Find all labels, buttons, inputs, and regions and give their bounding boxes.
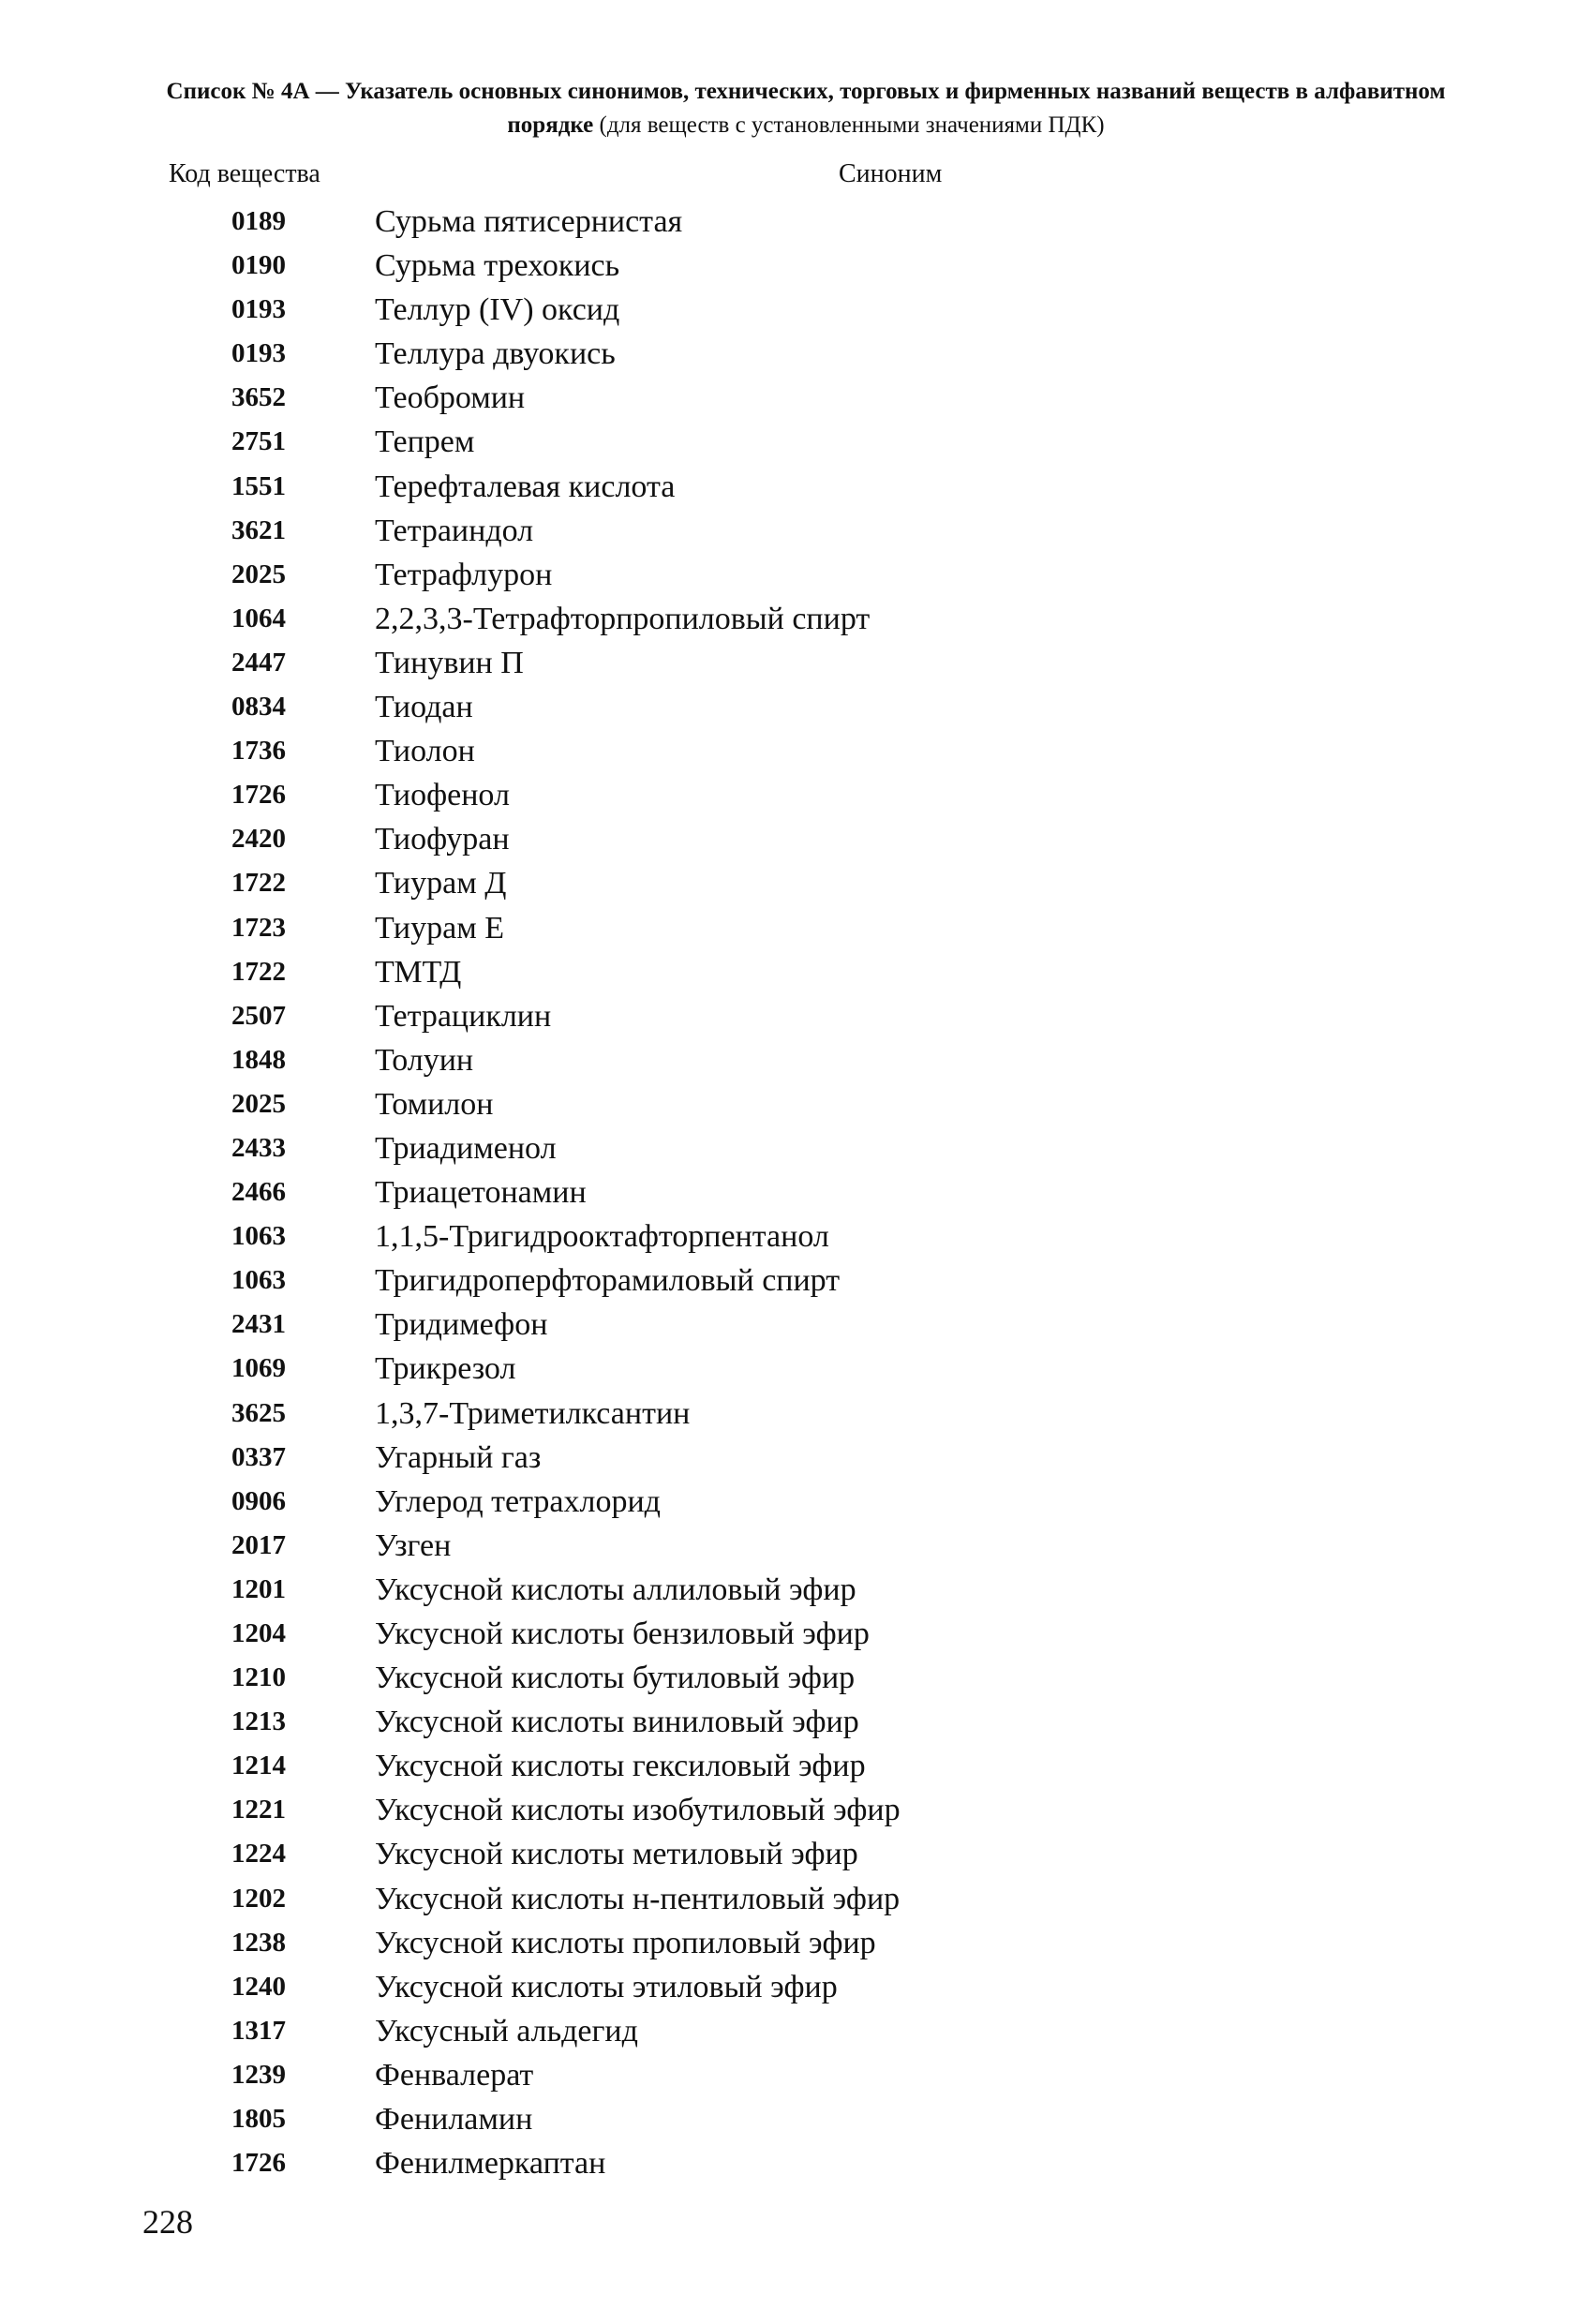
synonym-name: Узген bbox=[375, 1527, 452, 1563]
synonym-name: Терефталевая кислота bbox=[375, 469, 676, 504]
substance-code: 0189 bbox=[231, 206, 286, 236]
list-item bbox=[0, 2141, 1593, 2185]
substance-code: 3621 bbox=[231, 514, 286, 545]
synonym-name: 1,3,7-Триметилксантин bbox=[375, 1395, 691, 1431]
substance-code: 1726 bbox=[231, 780, 286, 811]
substance-code: 2751 bbox=[231, 426, 286, 457]
synonym-name: Угарный газ bbox=[375, 1439, 542, 1475]
list-item bbox=[0, 861, 1593, 905]
list-item bbox=[0, 950, 1593, 994]
synonym-name: Фенилмеркаптан bbox=[375, 2146, 606, 2182]
list-item bbox=[0, 1347, 1593, 1391]
list-item bbox=[0, 1082, 1593, 1126]
list-item bbox=[0, 376, 1593, 420]
list-item bbox=[0, 1392, 1593, 1436]
synonym-name: Теобромин bbox=[375, 380, 526, 416]
substance-code: 1239 bbox=[231, 2059, 286, 2090]
list-item bbox=[0, 1259, 1593, 1303]
substance-code: 1805 bbox=[231, 2104, 286, 2135]
substance-code: 2466 bbox=[231, 1177, 286, 1208]
synonym-name: Тиурам Д bbox=[375, 866, 507, 901]
synonym-name: Тетрациклин bbox=[375, 998, 552, 1034]
substance-code: 1736 bbox=[231, 736, 286, 767]
list-item bbox=[0, 1480, 1593, 1524]
list-item bbox=[0, 465, 1593, 509]
synonym-name: Фениламин bbox=[375, 2102, 533, 2138]
synonym-name: Фенвалерат bbox=[375, 2057, 534, 2093]
list-item bbox=[0, 1303, 1593, 1347]
list-item bbox=[0, 1126, 1593, 1170]
list-item bbox=[0, 1524, 1593, 1568]
substance-code: 0190 bbox=[231, 250, 286, 281]
substance-code: 1551 bbox=[231, 470, 286, 501]
synonym-name: Уксусной кислоты изобутиловый эфир bbox=[375, 1793, 901, 1828]
list-item bbox=[0, 1656, 1593, 1700]
substance-code: 1726 bbox=[231, 2148, 286, 2179]
substance-code: 2507 bbox=[231, 1000, 286, 1031]
synonym-name: Углерод тетрахлорид bbox=[375, 1483, 661, 1519]
list-item bbox=[0, 2009, 1593, 2053]
substance-code: 1069 bbox=[231, 1353, 286, 1384]
substance-code: 1722 bbox=[231, 956, 286, 987]
substance-code: 1722 bbox=[231, 868, 286, 899]
synonym-name: Тетраиндол bbox=[375, 513, 534, 548]
synonym-name: Сурьма пятисернистая bbox=[375, 204, 683, 239]
list-item bbox=[0, 1612, 1593, 1656]
synonym-name: Тиодан bbox=[375, 690, 473, 725]
list-item bbox=[0, 994, 1593, 1038]
synonym-name: Томилон bbox=[375, 1086, 494, 1122]
list-item bbox=[0, 641, 1593, 685]
substance-code: 1210 bbox=[231, 1662, 286, 1693]
list-item bbox=[0, 906, 1593, 950]
synonym-name: Теллура двуокись bbox=[375, 336, 616, 372]
list-item bbox=[0, 773, 1593, 817]
synonym-name: Тиофенол bbox=[375, 778, 510, 813]
synonym-name: Уксусной кислоты гексиловый эфир bbox=[375, 1749, 866, 1784]
substance-code: 1064 bbox=[231, 603, 286, 633]
substance-code: 2420 bbox=[231, 824, 286, 855]
list-item bbox=[0, 2097, 1593, 2141]
column-headers bbox=[0, 159, 1593, 197]
list-title bbox=[150, 75, 1462, 142]
substance-code: 1063 bbox=[231, 1221, 286, 1252]
synonym-name: Тридимефон bbox=[375, 1307, 548, 1343]
synonym-name: Теллур (IV) оксид bbox=[375, 292, 620, 328]
synonym-name: Тетрафлурон bbox=[375, 557, 553, 592]
substance-code: 1201 bbox=[231, 1573, 286, 1604]
list-item bbox=[0, 1436, 1593, 1480]
list-item bbox=[0, 817, 1593, 861]
list-item bbox=[0, 288, 1593, 332]
synonym-name: Тиолон bbox=[375, 734, 475, 769]
list-item bbox=[0, 1877, 1593, 1921]
substance-code: 1214 bbox=[231, 1750, 286, 1781]
synonym-name: Уксусной кислоты бутиловый эфир bbox=[375, 1661, 856, 1696]
list-item bbox=[0, 1170, 1593, 1214]
synonym-name: Уксусной кислоты этиловый эфир bbox=[375, 1969, 838, 2004]
list-item bbox=[0, 200, 1593, 244]
list-item bbox=[0, 1214, 1593, 1259]
synonym-name: Уксусной кислоты аллиловый эфир bbox=[375, 1572, 856, 1607]
substance-code: 2433 bbox=[231, 1132, 286, 1163]
synonym-list bbox=[0, 200, 1593, 2185]
page-number: 228 bbox=[142, 2203, 193, 2241]
list-item bbox=[0, 597, 1593, 641]
column-header-synonym: Синоним bbox=[839, 159, 943, 188]
synonym-name: Уксусной кислоты пропиловый эфир bbox=[375, 1925, 876, 1960]
synonym-name: Трикрезол bbox=[375, 1351, 516, 1387]
synonym-name: Триадименол bbox=[375, 1130, 557, 1166]
list-item bbox=[0, 2053, 1593, 2097]
list-title-qualifier: (для веществ с установленными значениями ПДК) bbox=[593, 112, 1105, 138]
synonym-name: Уксусной кислоты метиловый эфир bbox=[375, 1837, 858, 1872]
list-item bbox=[0, 729, 1593, 773]
substance-code: 1224 bbox=[231, 1839, 286, 1870]
list-item bbox=[0, 1965, 1593, 2009]
substance-code: 0834 bbox=[231, 692, 286, 723]
synonym-name: 1,1,5-Тригидрооктафторпентанол bbox=[375, 1219, 829, 1255]
synonym-name: Толуин bbox=[375, 1042, 474, 1078]
column-header-code: Код вещества bbox=[169, 159, 320, 188]
list-item bbox=[0, 1038, 1593, 1082]
synonym-name: Триацетонамин bbox=[375, 1175, 587, 1211]
synonym-name: Тригидроперфторамиловый спирт bbox=[375, 1263, 841, 1299]
list-title-main: Список № 4А — Указатель основных синонимов, технических, торговых и фирменных названий веществ в алфавитном порядке bbox=[166, 79, 1446, 138]
list-item bbox=[0, 1921, 1593, 1965]
synonym-name: ТМТД bbox=[375, 954, 462, 990]
substance-code: 1240 bbox=[231, 1971, 286, 2002]
synonym-name: Тепрем bbox=[375, 425, 475, 460]
synonym-name: Тиофуран bbox=[375, 822, 510, 857]
list-item bbox=[0, 332, 1593, 376]
substance-code: 1213 bbox=[231, 1706, 286, 1737]
list-item bbox=[0, 1832, 1593, 1876]
synonym-name: Уксусной кислоты виниловый эфир bbox=[375, 1705, 859, 1740]
list-item bbox=[0, 420, 1593, 464]
substance-code: 3625 bbox=[231, 1397, 286, 1428]
substance-code: 1317 bbox=[231, 2015, 286, 2046]
substance-code: 2025 bbox=[231, 1088, 286, 1119]
list-item bbox=[0, 509, 1593, 553]
list-item bbox=[0, 1700, 1593, 1744]
substance-code: 0193 bbox=[231, 338, 286, 369]
substance-code: 1202 bbox=[231, 1883, 286, 1914]
substance-code: 1848 bbox=[231, 1044, 286, 1075]
synonym-name: Уксусной кислоты бензиловый эфир bbox=[375, 1616, 870, 1651]
substance-code: 0906 bbox=[231, 1485, 286, 1516]
synonym-name: Тинувин П bbox=[375, 645, 524, 680]
substance-code: 2447 bbox=[231, 647, 286, 678]
substance-code: 1723 bbox=[231, 912, 286, 943]
substance-code: 0337 bbox=[231, 1441, 286, 1472]
substance-code: 0193 bbox=[231, 294, 286, 325]
synonym-name: Сурьма трехокись bbox=[375, 248, 620, 284]
list-item bbox=[0, 553, 1593, 597]
substance-code: 1204 bbox=[231, 1618, 286, 1648]
synonym-name: Уксусной кислоты н-пентиловый эфир bbox=[375, 1881, 901, 1916]
substance-code: 2017 bbox=[231, 1529, 286, 1560]
substance-code: 1238 bbox=[231, 1927, 286, 1958]
substance-code: 1063 bbox=[231, 1265, 286, 1296]
synonym-name: Тиурам Е bbox=[375, 910, 504, 946]
substance-code: 2025 bbox=[231, 559, 286, 589]
list-item bbox=[0, 685, 1593, 729]
list-item bbox=[0, 244, 1593, 288]
list-item bbox=[0, 1788, 1593, 1832]
substance-code: 3652 bbox=[231, 382, 286, 413]
list-item bbox=[0, 1568, 1593, 1612]
synonym-name: 2,2,3,3-Тетрафторпропиловый спирт bbox=[375, 601, 871, 636]
synonym-name: Уксусный альдегид bbox=[375, 2013, 638, 2048]
list-item bbox=[0, 1744, 1593, 1788]
substance-code: 1221 bbox=[231, 1795, 286, 1825]
substance-code: 2431 bbox=[231, 1309, 286, 1340]
